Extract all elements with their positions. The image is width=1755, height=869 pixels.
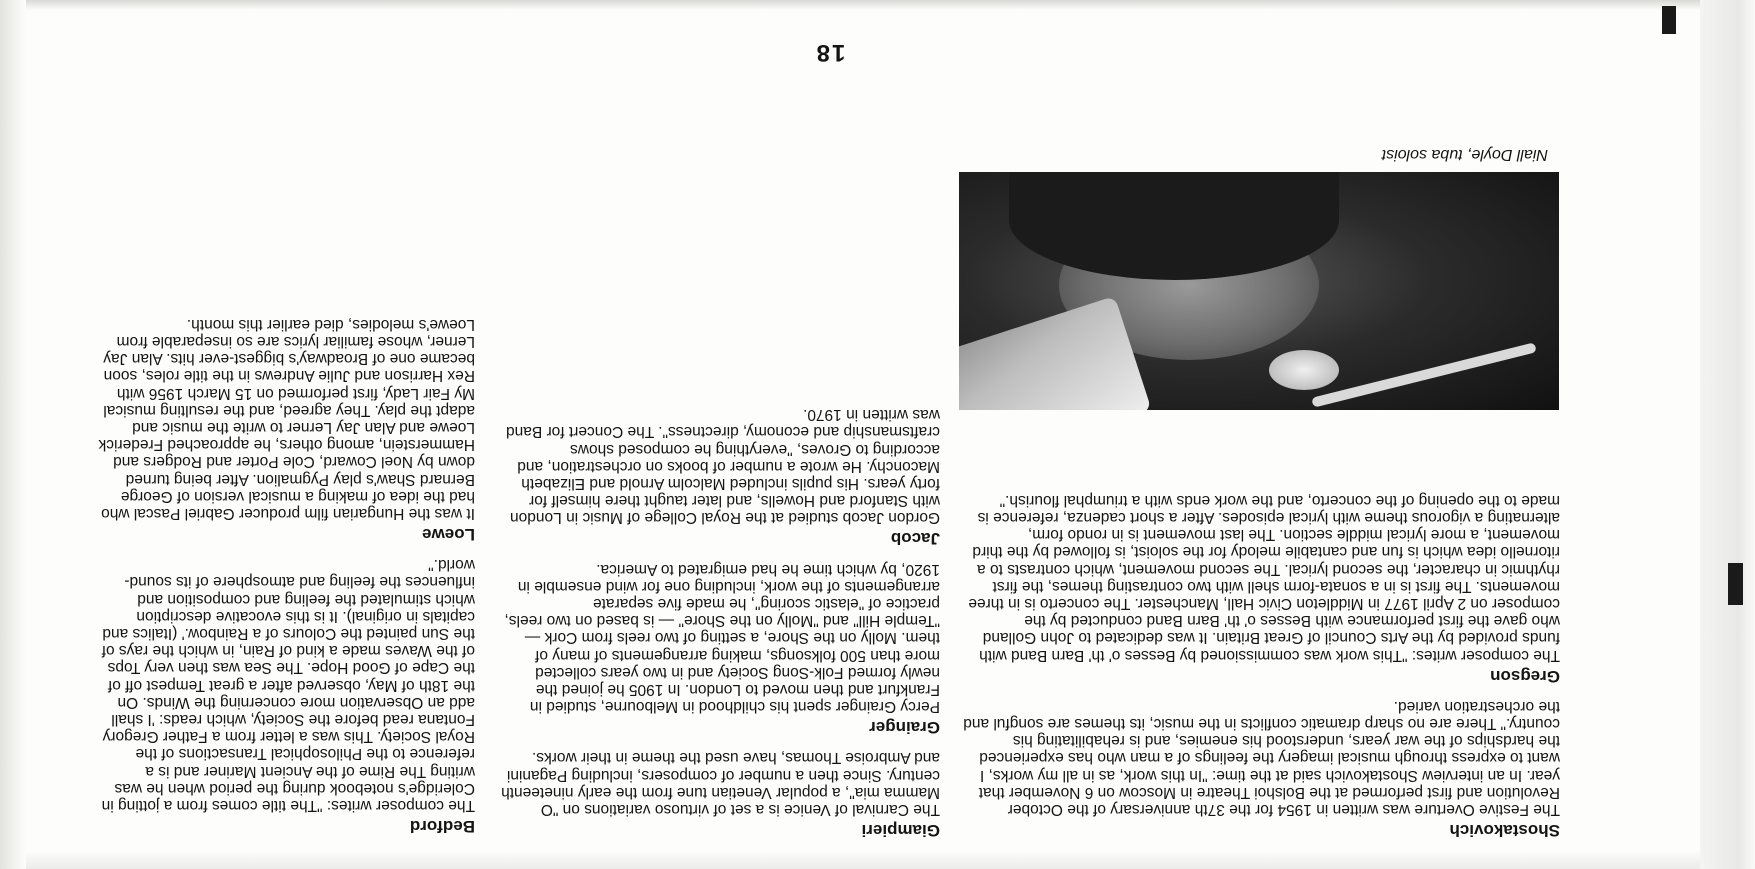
article-heading: Bedford [409,817,475,836]
article-body: Gordon Jacob studied at the Royal College of Music in London with Stanford and Howells, and later taught there himself for forty years. His pupils included Malcolm Arnold and Elizabeth Maconchy. He wrote a number of books on orchestration, and according to Groves, "everything he composed shows craftsmanship and economy, directness". The Concert for Band was written in 1970. [506,406,940,527]
article-heading: Shostakovich [1449,821,1560,840]
page-edge-left [0,0,26,869]
page-number: 18 [814,39,846,66]
article-shostakovich [960,698,1560,840]
article-grainger [500,560,940,737]
binding-mark [1662,6,1676,34]
binding-mark [1728,563,1743,605]
tuba-pipe-shape [1311,342,1537,407]
article-body: The composer writes: "The title comes from a jotting in Coleridge's notebook during the period when he was writing The Rime of the Ancient Mariner and is a reference to the Philosophical Transactions of the Royal Society. This was a letter from a Father Gregory Fontana read before the Society, which reads: 'I shall add an Observation more concerning the Winds. On the 18th of May, observed after a great Tempest off of the Cape of Good Hope. The Sea was then very Tops of the Waves made a kind of Rain, in which the rays of the Sun painted the Colours of a Rainbow.' (Italics and capitals in original). It is this evocative description which stimulated the feeling and composition and influences the feeling and atmosphere of its sound-world." [101,556,475,814]
photo-caption: Niall Doyle, tuba soloist [1381,146,1548,163]
article-heading: Grainger [869,718,940,738]
article-body: It was the Hungarian film producer Gabriel Pascal who had the idea of making a musical version of George Bernard Shaw's play Pygmalion. After being turned down by Noel Coward, Cole Porter and Rodgers and Hammerstein, among others, he approached Frederick Loewe and Alan Jay Lerner to write the music and adapt the play. They agreed, and the resulting musical My Fair Lady, first performed on 15 March 1956 with Rex Harrison and Julie Andrews in the title roles, soon became one of Broadway's biggest-ever hits. Alan Jay Lerner, whose familiar lyrics are so inseparable from Loewe's melodies, died earlier this month. [98,315,475,522]
tuba-mouthpiece-shape [1269,350,1339,390]
rotated-page-content [95,22,1560,840]
article-bedford [95,556,475,836]
page-edge-top [0,0,1755,10]
column-middle [500,396,940,840]
article-loewe [95,316,475,544]
page-edge-bottom [0,850,1755,869]
column-right [95,304,475,836]
article-heading: Loewe [422,524,475,544]
article-body: The Carnival of Venice is a set of virtuoso variations on "O Mamma mia", a popular Venetian tune from the early nineteenth century. Since then a number of composers, including Paganini and Ambroise Thomas, have used the theme in their works. [501,749,940,818]
article-body: The composer writes: "This work was commissioned by Besses o' th' Barn Band with funds provided by the Arts Council of Great Britain. It was dedicated to John Golland who gave the first performance with Besses o' th' Barn Band conducted by the composer on 2 April 1977 in Middleton Civic Hall, Manchester. The concerto is in three movements. The first is in a sonata-form shell with two contrasting themes, the first rhythmic in character, the second lyrical. The second movement, which contrasts to a ritornello idea which is fun and cantabile melody for the soloist, is followed by the third movement, a more lyrical middle section. The last movement is in rondo form, alternating a vigorous theme with lyrical episodes. After a short cadenza, reference is made to the opening of the concerto, and the work ends with a triumphal flourish." [968,491,1560,664]
article-body: The Festive Overture was written in 1954 for the 37th anniversary of the October Revolution and first performed at the Bolshoi Theatre in Moscow on 6 November that year. In an interview Shostakovich said at the time: "In this work, as in all my works, I want to express through musical imagery the feelings of a man who has experienced the hardships of the war years, understood his enemies, and is rehabilitating his country." There are no sharp dramatic conflicts in the music, its themes are songful and the orchestration varied. [963,697,1560,818]
page-spine [1700,0,1755,869]
article-gregson [960,492,1560,686]
soloist-photo [959,172,1559,410]
article-heading: Jacob [890,529,940,549]
article-jacob [500,406,940,548]
article-heading: Gregson [1490,666,1560,686]
article-heading: Giampieri [861,821,940,840]
column-left [960,480,1560,840]
article-giampieri [500,749,940,840]
article-body: Percy Grainger spent his childhood in Melbourne, studied in Frankfurt and then moved to London. In 1905 he joined the newly formed Folk-Song Society and in two years collected more than 500 folksongs, making arrangements of many of them. Molly on the Shore, a setting of two reels from Cork — "Temple Hill" and "Molly on the Shore" — is based on two reels, practice of "elastic scoring", he made five separate arrangements of the work, including one for wind ensemble in 1920, by which time he had emigrated to America. [504,560,940,716]
